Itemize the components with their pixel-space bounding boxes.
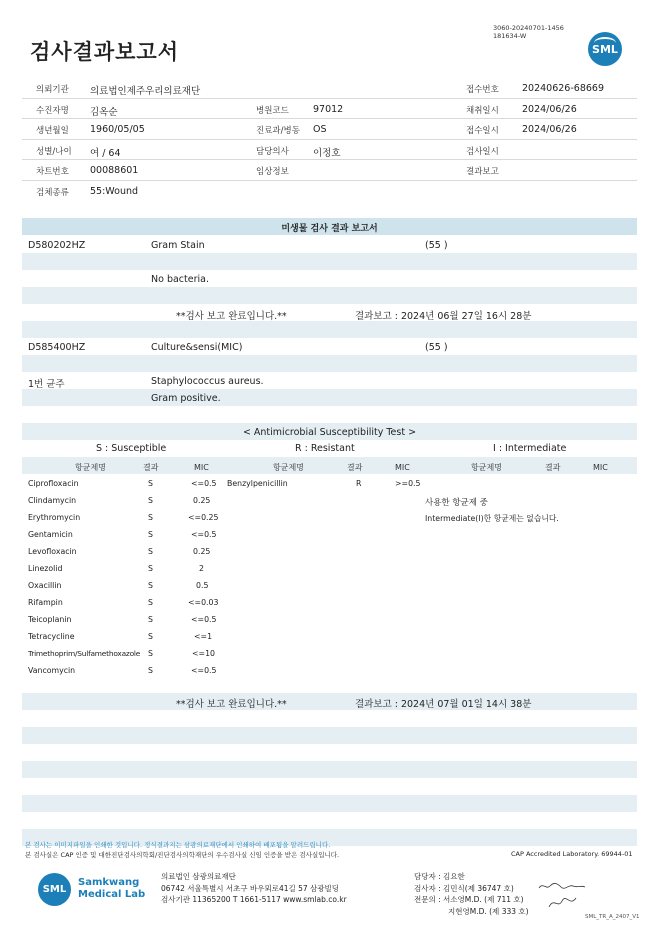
legend-intermediate: I : Intermediate [493, 443, 567, 454]
info-row: 차트번호 00088601 임상정보 결과보고 [22, 160, 637, 181]
antibiotic-result: S [148, 649, 153, 658]
antibiotic-name: Benzylpenicillin [227, 479, 288, 488]
col-header-result: 결과 [545, 463, 561, 472]
test-code: D585400HZ [28, 342, 86, 353]
col-header-result: 결과 [347, 463, 363, 472]
antibiotic-result: S [148, 581, 153, 590]
footer-accreditation: 본 검사실은 CAP 인증 및 대한진단검사의학회/진단검사의학재단의 우수검사실 신임 인증을 받은 검사실입니다. [25, 851, 340, 859]
antibiotic-mic: <=0.25 [188, 513, 219, 522]
info-row: 검체종류 55:Wound [36, 185, 139, 198]
col-header-result: 결과 [143, 463, 159, 472]
organism-name: Staphylococcus aureus. [151, 376, 264, 387]
tester-signature [537, 880, 587, 892]
test-specimen-no: (55 ) [425, 342, 448, 353]
lab-name: Samkwang Medical Lab [78, 877, 146, 900]
test-result: No bacteria. [151, 274, 209, 285]
intermediate-note-line2: Intermediate(I)한 항균제는 없습니다. [425, 514, 559, 523]
receipt-no-value: 20240626-68669 [522, 83, 605, 94]
antibiotic-name: Clindamycin [28, 496, 77, 505]
hospital-code-value: 97012 [313, 103, 344, 115]
antibiotic-result: S [148, 496, 153, 505]
antibiotic-mic: 0.5 [196, 581, 209, 590]
antibiotic-mic: <=0.03 [188, 598, 219, 607]
collect-date-value: 2024/06/26 [522, 103, 577, 115]
col-header-drug: 항균제명 [75, 463, 106, 472]
dept-value: OS [313, 124, 327, 136]
test-name: Culture&sensi(MIC) [151, 342, 243, 353]
antibiotic-name: Tetracycline [28, 632, 75, 641]
row-band [22, 287, 637, 304]
antibiotic-mic: 2 [199, 564, 204, 573]
row-band [22, 693, 637, 710]
chart-no-value: 00088601 [90, 165, 139, 177]
dob-value: 1960/05/05 [90, 124, 145, 136]
antibiotic-mic: <=0.5 [191, 666, 217, 675]
antibiotic-result: S [148, 479, 153, 488]
row-band [22, 761, 637, 778]
col-header-drug: 항균제명 [273, 463, 304, 472]
sex-age-value: 여 / 64 [90, 147, 121, 159]
page-title: 검사결과보고서 [30, 40, 180, 64]
row-band [22, 727, 637, 744]
antibiotic-result: S [148, 513, 153, 522]
antibiotic-name: Trimethoprim/Sulfamethoxazole [28, 649, 141, 658]
antibiotic-name: Gentamicin [28, 530, 73, 539]
intermediate-note-line1: 사용한 항균제 중 [425, 498, 488, 508]
antibiotic-mic: <=1 [194, 632, 213, 641]
institution-value: 의료법인제주우리의료재단 [90, 86, 201, 97]
antibiotic-mic: 0.25 [193, 547, 211, 556]
doctor-value: 이정호 [313, 147, 341, 159]
antibiotic-mic: 0.25 [193, 496, 211, 505]
info-row: 성별/나이 여 / 64 담당의사 이정호 검사일시 [22, 140, 637, 161]
sml-logo-icon: SML [38, 873, 71, 906]
form-code: SML_TR_A_2407_V1 [585, 914, 640, 920]
antibiotic-mic: <=0.5 [191, 615, 217, 624]
report-time: 결과보고 : 2024년 06월 27일 16시 28분 [355, 311, 532, 322]
antibiotic-name: Ciprofloxacin [28, 479, 79, 488]
row-band [22, 253, 637, 270]
col-header-mic: MIC [194, 463, 209, 472]
antibiotic-result: R [356, 479, 362, 488]
info-row: 생년월일 1960/05/05 진료과/병동 OS 접수일시 2024/06/26 [22, 119, 637, 140]
antibiotic-name: Erythromycin [28, 513, 81, 522]
patient-info-table [22, 78, 637, 202]
row-band [22, 355, 637, 372]
organism-label: 1번 균주 [28, 379, 65, 390]
section-title: 미생물 검사 결과 보고서 [281, 224, 378, 234]
organism-gram: Gram positive. [151, 393, 221, 404]
specimen-value: 55:Wound [90, 185, 139, 197]
info-row: 의뢰기관 의료법인제주우리의료재단 접수번호 20240626-68669 [22, 78, 637, 99]
antibiotic-name: Vancomycin [28, 666, 76, 675]
report-complete: **검사 보고 완료입니다.** [176, 311, 287, 322]
report-time: 결과보고 : 2024년 07월 01일 14시 38분 [355, 699, 532, 710]
col-header-drug: 항균제명 [471, 463, 502, 472]
test-specimen-no: (55 ) [425, 240, 448, 251]
row-band [22, 389, 637, 406]
antibiotic-result: S [148, 564, 153, 573]
cap-accreditation: CAP Accredited Laboratory. 69944-01 [511, 850, 633, 858]
antibiotic-name: Rifampin [28, 598, 63, 607]
col-header-mic: MIC [395, 463, 410, 472]
antibiotic-name: Linezolid [28, 564, 63, 573]
patient-name-value: 김옥순 [90, 106, 118, 118]
info-row: 수진자명 김옥순 병원코드 97012 채취일시 2024/06/26 [22, 99, 637, 120]
antibiotic-name: Oxacillin [28, 581, 62, 590]
antibiotic-mic: <=0.5 [191, 530, 217, 539]
antibiotic-result: S [148, 547, 153, 556]
footer-notice: 본 검사는 이미지파일을 인쇄한 것입니다. 정식결과지는 삼광의료재단에서 인쇄하여 배포됨을 알려드립니다. [25, 841, 331, 849]
antibiotic-result: S [148, 530, 153, 539]
antibiotic-mic: <=10 [192, 649, 215, 658]
col-header-mic: MIC [593, 463, 608, 472]
antibiotic-result: S [148, 632, 153, 641]
antibiotic-mic: >=0.5 [395, 479, 421, 488]
antibiotic-mic: <=0.5 [191, 479, 217, 488]
report-complete: **검사 보고 완료입니다.** [176, 699, 287, 710]
antibiotic-name: Levofloxacin [28, 547, 77, 556]
row-band [22, 321, 637, 338]
staff-block: 담당자 : 김요한 검사자 : 김민식(제 36747 호) 전문의 : 서소영M.D. (제 711 호) 지현영M.D. (제 333 호) [414, 872, 529, 916]
ast-title: < Antimicrobial Susceptibility Test > [242, 427, 417, 438]
legend-susceptible: S : Susceptible [96, 443, 167, 454]
document-id: 3060-20240701-1456 181634-W [493, 24, 564, 40]
antibiotic-result: S [148, 598, 153, 607]
antibiotic-result: S [148, 666, 153, 675]
row-band [22, 795, 637, 812]
legend-resistant: R : Resistant [295, 443, 355, 454]
lab-address-block: 의료법인 삼광의료재단 06742 서울특별시 서초구 바우뫼로41길 57 삼광빌딩 검사기관 11365200 T 1661-5117 www.smlab.co.kr [161, 872, 347, 904]
receive-date-value: 2024/06/26 [522, 124, 577, 136]
specialist-signature [546, 893, 582, 913]
test-code: D580202HZ [28, 240, 86, 251]
sml-logo-icon: SML [588, 32, 622, 66]
antibiotic-name: Teicoplanin [28, 615, 72, 624]
test-name: Gram Stain [151, 240, 205, 251]
antibiotic-result: S [148, 615, 153, 624]
